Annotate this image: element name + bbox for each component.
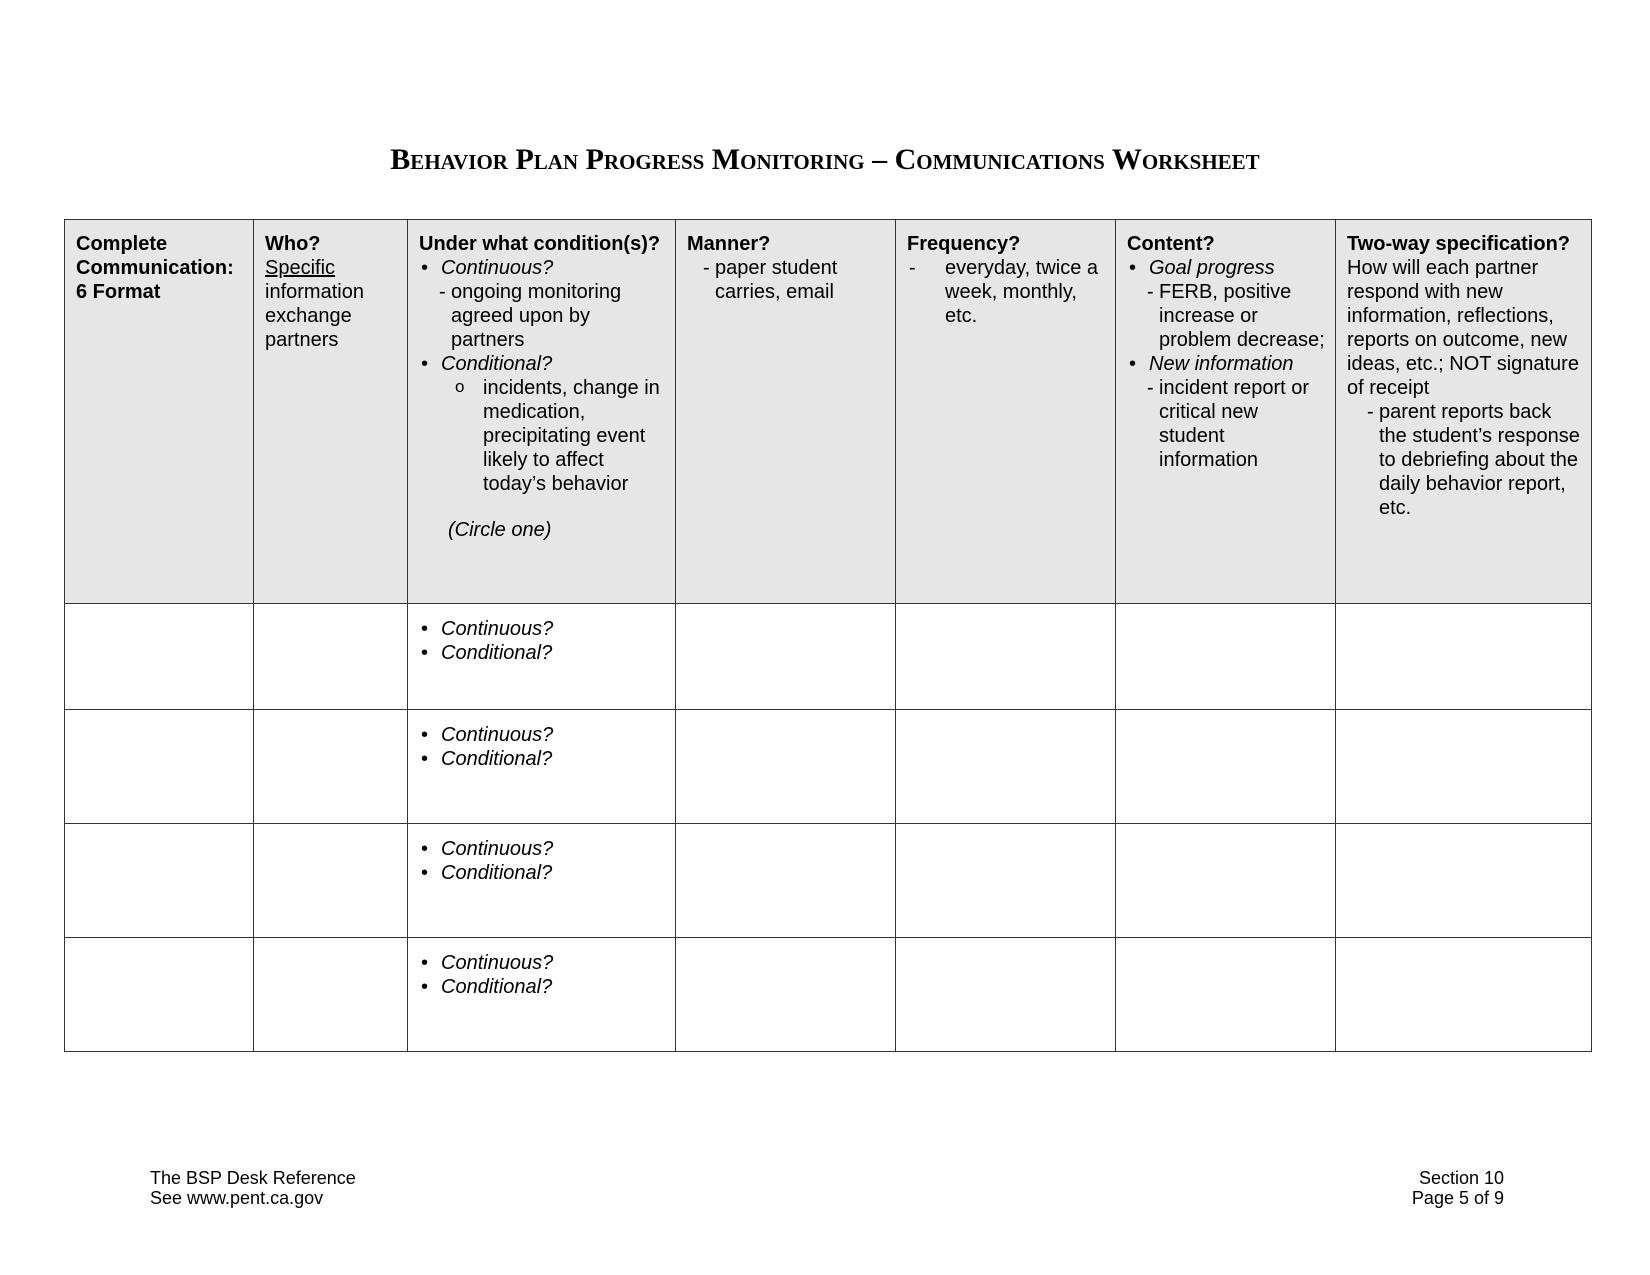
list-item bbox=[419, 747, 665, 771]
continuous-option[interactable]: Continuous? bbox=[441, 838, 554, 860]
cell-twoway[interactable] bbox=[1336, 824, 1592, 938]
conditional-option[interactable]: Conditional? bbox=[441, 642, 553, 664]
list-item bbox=[419, 641, 665, 665]
cell-content[interactable] bbox=[1116, 938, 1336, 1052]
continuous-option[interactable]: Continuous? bbox=[441, 952, 554, 974]
table-row bbox=[65, 824, 1592, 938]
cell-twoway[interactable] bbox=[1336, 938, 1592, 1052]
footer-left bbox=[150, 1168, 356, 1208]
cell-who[interactable] bbox=[254, 604, 408, 710]
list-item bbox=[419, 861, 665, 885]
cell-who[interactable] bbox=[254, 824, 408, 938]
header-cell-content bbox=[1116, 220, 1336, 604]
cell-content[interactable] bbox=[1116, 604, 1336, 710]
cell-format[interactable] bbox=[65, 710, 254, 824]
header-frequency-label: Frequency? bbox=[907, 233, 1021, 255]
header-cell-conditions bbox=[408, 220, 676, 604]
footer-reference: The BSP Desk Reference bbox=[150, 1168, 356, 1188]
header-twoway-label: Two-way specification? bbox=[1347, 233, 1570, 255]
cell-conditions[interactable] bbox=[408, 938, 676, 1052]
cell-content[interactable] bbox=[1116, 824, 1336, 938]
header-format-label: Complete Communication: 6 Format bbox=[76, 233, 234, 303]
content-list-2 bbox=[1127, 352, 1325, 376]
conditional-option[interactable]: Conditional? bbox=[441, 748, 553, 770]
header-who-specific: Specific bbox=[265, 257, 336, 279]
cell-conditions[interactable] bbox=[408, 604, 676, 710]
list-item bbox=[419, 975, 665, 999]
conditions-options bbox=[419, 837, 665, 885]
list-item bbox=[419, 951, 665, 975]
conditional-option[interactable]: Conditional? bbox=[441, 862, 553, 884]
cell-twoway[interactable] bbox=[1336, 604, 1592, 710]
header-who-rest: information exchange partners bbox=[265, 281, 364, 351]
continuous-option[interactable]: Continuous? bbox=[441, 618, 554, 640]
conditional-option: Conditional? bbox=[441, 353, 553, 375]
conditions-list-2 bbox=[419, 352, 665, 376]
conditions-options bbox=[419, 951, 665, 999]
list-item bbox=[1127, 352, 1325, 376]
header-cell-who bbox=[254, 220, 408, 604]
twoway-text: How will each partner respond with new information, reflections, reports on outcome, new ideas, etc.; NOT signature of receipt bbox=[1347, 257, 1579, 399]
twoway-detail: - parent reports back the student’s response to debriefing about the daily behavior report, etc. bbox=[1347, 400, 1581, 520]
continuous-detail: - ongoing monitoring agreed upon by partners bbox=[419, 280, 665, 352]
continuous-option[interactable]: Continuous? bbox=[441, 724, 554, 746]
cell-conditions[interactable] bbox=[408, 710, 676, 824]
header-cell-frequency bbox=[896, 220, 1116, 604]
cell-who[interactable] bbox=[254, 710, 408, 824]
list-item bbox=[419, 256, 665, 280]
footer-page-number: Page 5 of 9 bbox=[1411, 1188, 1504, 1208]
cell-who[interactable] bbox=[254, 938, 408, 1052]
cell-frequency[interactable] bbox=[896, 824, 1116, 938]
newinfo-detail: - incident report or critical new student information bbox=[1127, 376, 1325, 472]
list-item bbox=[419, 723, 665, 747]
footer-right bbox=[1280, 1168, 1504, 1208]
conditions-options bbox=[419, 723, 665, 771]
goal-detail: - FERB, positive increase or problem decrease; bbox=[1127, 280, 1325, 352]
header-cell-manner bbox=[676, 220, 896, 604]
footer-website: See www.pent.ca.gov bbox=[150, 1188, 324, 1208]
manner-detail: - paper student carries, email bbox=[687, 256, 885, 304]
list-item bbox=[1127, 256, 1325, 280]
cell-content[interactable] bbox=[1116, 710, 1336, 824]
header-row bbox=[65, 220, 1592, 604]
list-item bbox=[419, 837, 665, 861]
conditional-detail: o incidents, change in medication, precipitating event likely to affect today’s behavior bbox=[419, 376, 665, 496]
cell-format[interactable] bbox=[65, 824, 254, 938]
header-who-label: Who? bbox=[265, 233, 321, 255]
continuous-option: Continuous? bbox=[441, 257, 554, 279]
content-list bbox=[1127, 256, 1325, 280]
conditions-options bbox=[419, 617, 665, 665]
footer-section: Section 10 bbox=[1418, 1168, 1504, 1188]
header-content-label: Content? bbox=[1127, 233, 1215, 255]
header-cell-twoway bbox=[1336, 220, 1592, 604]
cell-manner[interactable] bbox=[676, 710, 896, 824]
conditional-option[interactable]: Conditional? bbox=[441, 976, 553, 998]
cell-frequency[interactable] bbox=[896, 604, 1116, 710]
cell-twoway[interactable] bbox=[1336, 710, 1592, 824]
header-cell-format bbox=[65, 220, 254, 604]
conditions-list bbox=[419, 256, 665, 280]
list-item bbox=[419, 617, 665, 641]
cell-conditions[interactable] bbox=[408, 824, 676, 938]
header-conditions-label: Under what condition(s)? bbox=[419, 233, 661, 255]
cell-manner[interactable] bbox=[676, 938, 896, 1052]
header-manner-label: Manner? bbox=[687, 233, 771, 255]
cell-manner[interactable] bbox=[676, 604, 896, 710]
table-row bbox=[65, 604, 1592, 710]
table-row bbox=[65, 938, 1592, 1052]
cell-frequency[interactable] bbox=[896, 938, 1116, 1052]
cell-format[interactable] bbox=[65, 604, 254, 710]
new-information: New information bbox=[1149, 353, 1294, 375]
frequency-detail: - everyday, twice a week, monthly, etc. bbox=[907, 256, 1105, 328]
page-title: Behavior Plan Progress Monitoring – Communications Worksheet bbox=[390, 143, 1260, 176]
table-row bbox=[65, 710, 1592, 824]
communications-worksheet-table bbox=[64, 219, 1592, 1052]
cell-manner[interactable] bbox=[676, 824, 896, 938]
list-item bbox=[419, 352, 665, 376]
cell-frequency[interactable] bbox=[896, 710, 1116, 824]
cell-format[interactable] bbox=[65, 938, 254, 1052]
goal-progress: Goal progress bbox=[1149, 257, 1275, 279]
circle-one-note: (Circle one) bbox=[448, 519, 552, 541]
